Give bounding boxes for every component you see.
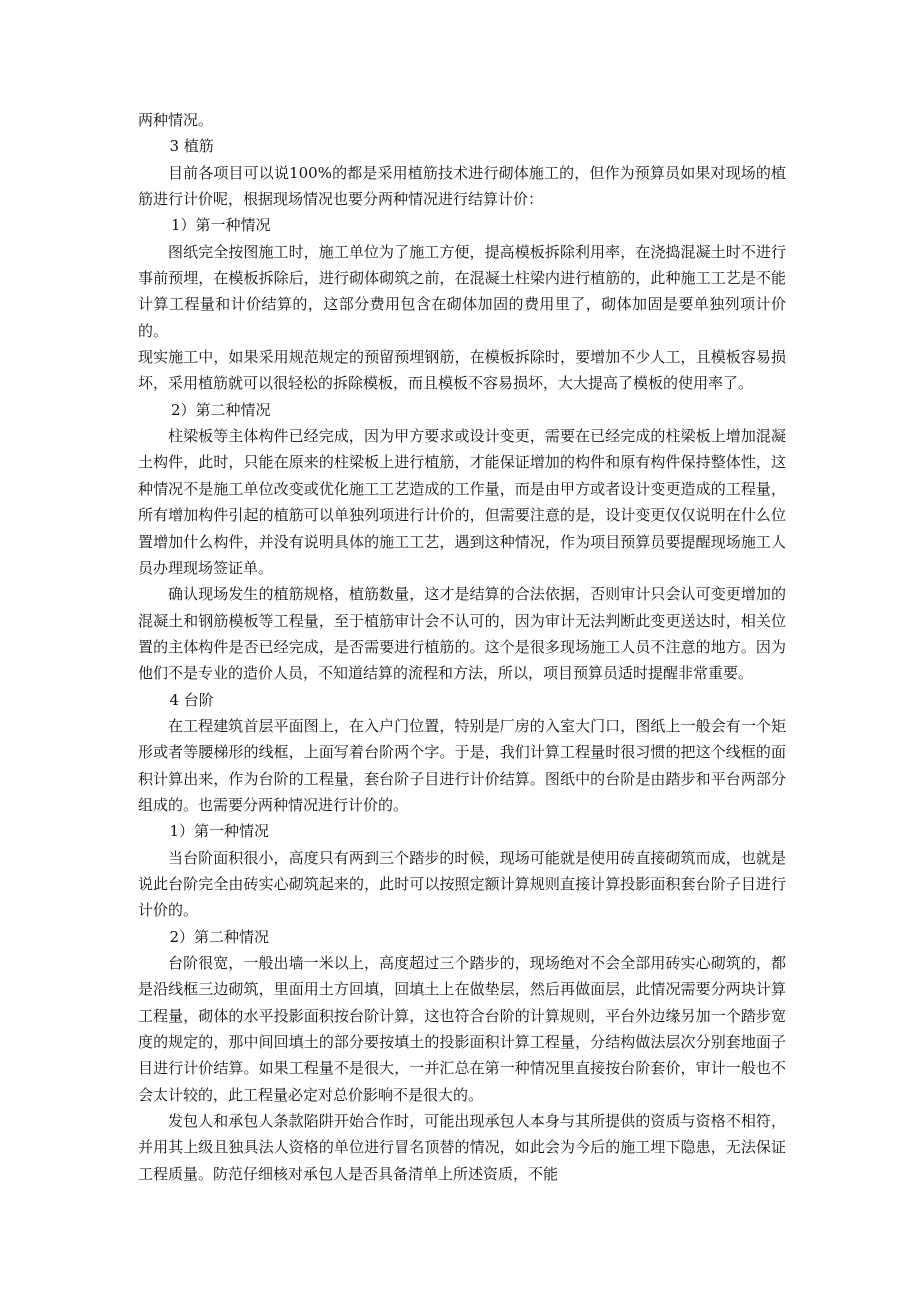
paragraph: 图纸完全按图施工时，施工单位为了施工方便，提高模板拆除利用率，在浇捣混凝土时不进行事前预埋，在模板拆除后，进行砌体砌筑之前，在混凝土柱梁内进行植筋的，此种施工工艺是不能计算工程量和计价结算的，这部分费用包含在砌体加固的费用里了，砌体加固是要单独列项计价的。 — [138, 242, 786, 340]
document-page — [138, 107, 786, 1187]
paragraph: 目前各项目可以说100%的都是采用植筋技术进行砌体施工的，但作为预算员如果对现场的植筋进行计价呢，根据现场情况也要分两种情况进行结算计价： — [138, 163, 786, 209]
sub-heading: 1）第一种情况 — [171, 216, 271, 235]
paragraph: 在工程建筑首层平面图上，在入户门位置，特别是厂房的入室大门口，图纸上一般会有一个矩形或者等腰梯形的线框，上面写着台阶两个字。于是，我们计算工程量时很习惯的把这个线框的面积计算出来，作为台阶的工程量，套台阶子目进行计价结算。图纸中的台阶是由踏步和平台两部分组成的。也需要分两种情况进行计价的。 — [138, 716, 786, 814]
section-heading-rebar: 3 植筋 — [169, 137, 214, 156]
paragraph: 柱梁板等主体构件已经完成，因为甲方要求或设计变更，需要在已经完成的柱梁板上增加混凝土构件，此时，只能在原来的柱梁板上进行植筋，才能保证增加的构件和原有构件保持整体性，这种情况不是施工单位改变或优化施工工艺造成的工作量，而是由甲方或者设计变更造成的工程量，所有增加构件引起的植筋可以单独列项进行计价的，但需要注意的是，设计变更仅仅说明在什么位置增加什么构件，并没有说明具体的施工工艺，遇到这种情况，作为项目预算员要提醒现场施工人员办理现场签证单。 — [138, 427, 786, 577]
paragraph: 当台阶面积很小，高度只有两到三个踏步的时候，现场可能就是使用砖直接砌筑而成，也就是说此台阶完全由砖实心砌筑起来的，此时可以按照定额计算规则直接计算投影面积套台阶子目进行计价的。 — [138, 848, 786, 920]
paragraph: 台阶很宽，一般出墙一米以上，高度超过三个踏步的，现场绝对不会全部用砖实心砌筑的，都是沿线框三边砌筑，里面用土方回填，回填土上在做垫层，然后再做面层，此情况需要分两块计算工程量，砌体的水平投影面积按台阶计算，这也符合台阶的计算规则，平台外边缘另加一个踏步宽度的规定的，那中间回填土的部分要按填土的投影面积计算工程量，分结构做法层次分别套地面子目进行计价结算。如果工程量不是很大，一并汇总在第一种情况里直接按台阶套价，审计一般也不会太计较的，此工程量必定对总价影响不是很大的。 — [138, 954, 786, 1104]
paragraph: 确认现场发生的植筋规格，植筋数量，这才是结算的合法依据，否则审计只会认可变更增加的混凝土和钢筋模板等工程量，至于植筋审计会不认可的，因为审计无法判断此变更送达时，相关位置的主体构件是否已经完成，是否需要进行植筋的。这个是很多现场施工人员不注意的地方。因为他们不是专业的造价人员，不知道结算的流程和方法，所以，项目预算员适时提醒非常重要。 — [138, 585, 786, 683]
sub-heading: 1）第一种情况 — [169, 822, 270, 841]
paragraph: 两种情况。 — [138, 111, 214, 129]
paragraph: 发包人和承包人条款陷阱开始合作时，可能出现承包人本身与其所提供的资质与资格不相符，并用其上级且独具法人资格的单位进行冒名顶替的情况，如此会为今后的施工埋下隐患，无法保证工程质量。防范仔细核对承包人是否具备清单上所述资质，不能 — [138, 1112, 786, 1183]
section-heading-steps: 4 台阶 — [169, 690, 214, 709]
sub-heading: 2）第二种情况 — [171, 400, 271, 419]
paragraph: 现实施工中，如果采用规范规定的预留预埋钢筋，在模板拆除时，要增加不少人工，且模板容易损坏，采用植筋就可以很轻松的拆除模板，而且模板不容易损坏，大大提高了模板的使用率了。 — [138, 348, 786, 393]
sub-heading: 2）第二种情况 — [169, 927, 270, 946]
